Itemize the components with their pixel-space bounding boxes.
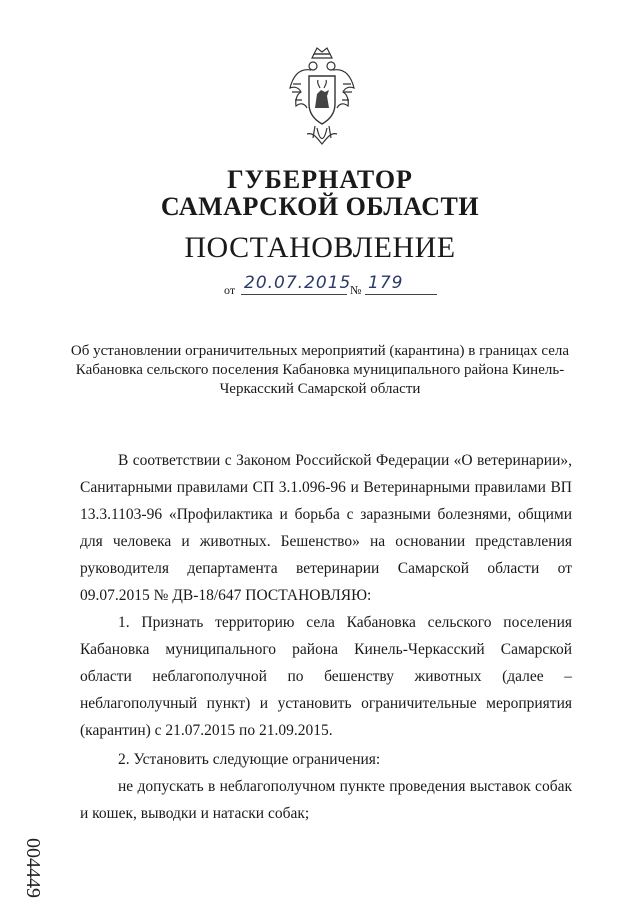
date-value: 20.07.2015	[244, 273, 352, 293]
number-prefix-label: №	[350, 283, 362, 297]
body-paragraph-item-1: 1. Признать территорию села Кабановка сельского поселения Кабановка муниципального района Кинель-Черкасский Самарской области неблагополучной по бешенству животных (далее – неблагополучный пункт) и установить ограничительные мероприятия (карантин) с 21.07.2015 по 21.09.2015.	[80, 614, 572, 739]
document-subject: Об установлении ограничительных мероприятий (карантина) в границах села Кабановка сельского поселения Кабановка муниципального района Кинель-Черкасский Самарской области	[70, 343, 570, 397]
date-prefix-label: от	[224, 283, 236, 297]
number-underline	[365, 294, 437, 295]
body-paragraph-restriction: не допускать в неблагополучном пункте проведения выставок собак и кошек, выводки и натаски собак;	[80, 778, 572, 822]
side-serial-number: 004449	[22, 838, 44, 898]
registration-line	[224, 273, 444, 299]
issuer-region: САМАРСКОЙ ОБЛАСТИ	[160, 192, 480, 221]
document-type-title: ПОСТАНОВЛЕНИЕ	[184, 231, 456, 264]
body-paragraph-item-2: 2. Установить следующие ограничения:	[118, 751, 381, 768]
date-underline	[241, 294, 347, 295]
number-value: 179	[368, 273, 404, 293]
issuer-title: ГУБЕРНАТОР	[227, 165, 413, 194]
coat-of-arms-icon	[287, 46, 357, 146]
body-paragraph-preamble: В соответствии с Законом Российской Федерации «О ветеринарии», Санитарными правилами СП 3.1.096-96 и Ветеринарными правилами ВП 13.3.1103-96 «Профилактика и борьба с заразными болезнями, общими для человека и животных. Бешенство» на основании представления руководителя департамента ветеринарии Самарской области от 09.07.2015 № ДВ-18/647 ПОСТАНОВЛЯЮ:	[80, 452, 572, 604]
document-body	[80, 447, 572, 827]
